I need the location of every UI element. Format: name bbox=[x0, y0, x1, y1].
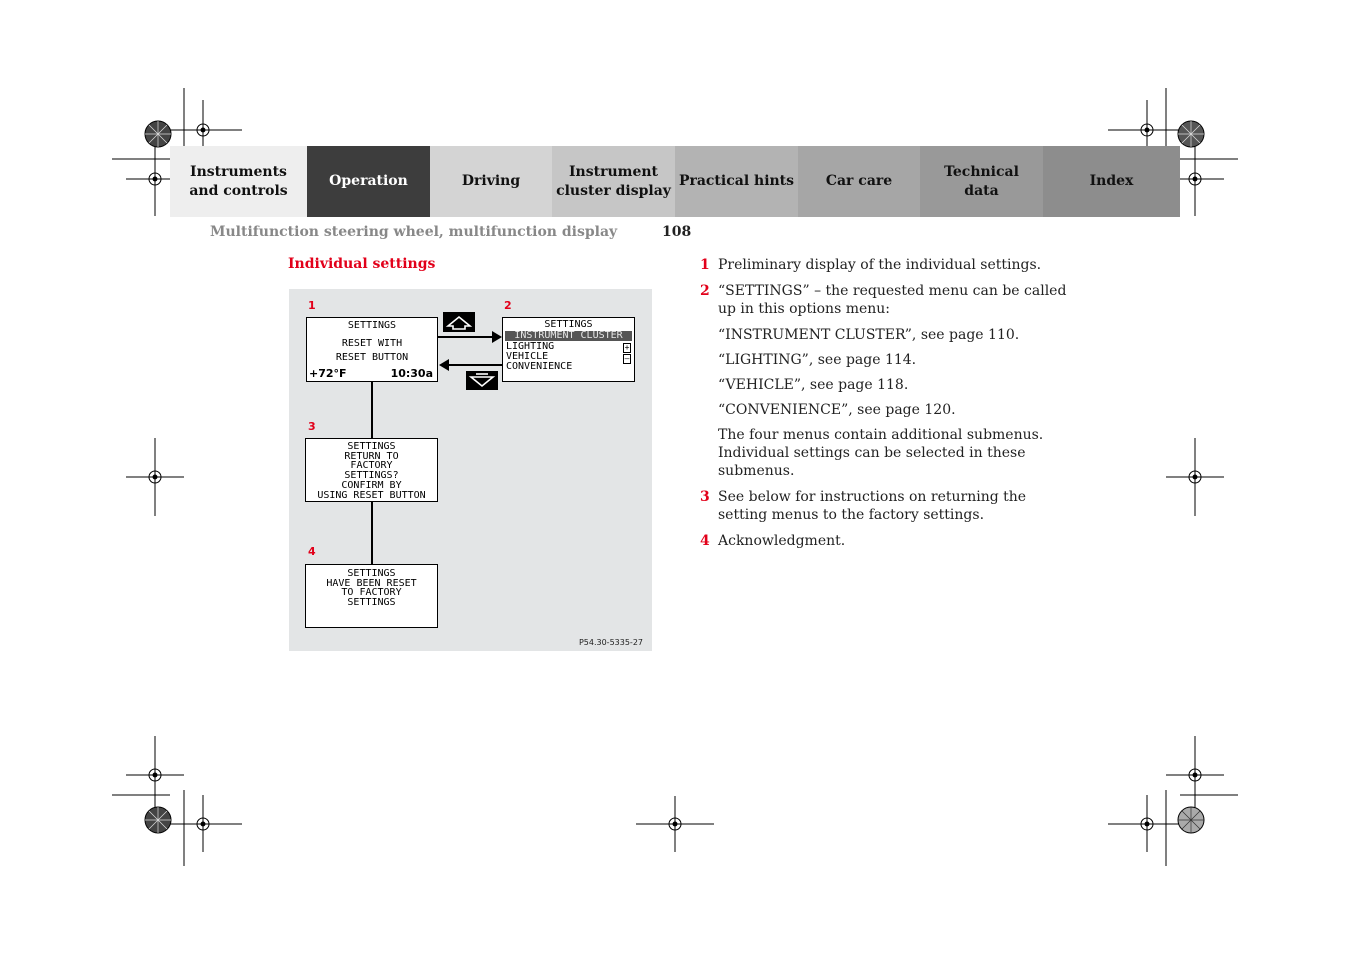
settings-diagram bbox=[289, 289, 652, 651]
plus-indicator: + bbox=[624, 343, 630, 352]
down-arrow-button-icon bbox=[466, 371, 498, 390]
item-number: 1 bbox=[700, 257, 710, 273]
screen2-line: VEHICLE bbox=[506, 351, 549, 362]
item-number: 4 bbox=[700, 533, 710, 549]
screen2-line: LIGHTING bbox=[506, 341, 555, 352]
tab-technical-data[interactable]: Technical data bbox=[920, 146, 1043, 217]
screen4-line: SETTINGS bbox=[347, 597, 396, 609]
item-number: 3 bbox=[700, 489, 710, 505]
screen1-line: SETTINGS bbox=[347, 320, 397, 331]
temperature-readout: +72°F bbox=[309, 367, 347, 380]
sub-item: “LIGHTING”, see page 114. bbox=[718, 352, 917, 368]
item-text: Acknowledgment. bbox=[718, 533, 846, 549]
tab-index[interactable]: Index bbox=[1043, 146, 1180, 217]
screen2-line: SETTINGS bbox=[544, 319, 593, 330]
screen3-line: USING RESET BUTTON bbox=[317, 489, 426, 501]
minus-indicator: – bbox=[624, 354, 630, 363]
item-text: Preliminary display of the individual settings. bbox=[718, 257, 1042, 273]
item-text: “SETTINGS” – the requested menu can be called up in this options menu: bbox=[718, 283, 1067, 317]
tab-instruments-and-controls[interactable]: Instruments and controls bbox=[170, 146, 307, 217]
list-item bbox=[700, 532, 1070, 550]
tab-operation[interactable]: Operation bbox=[307, 146, 430, 217]
screen3-line: SETTINGS bbox=[347, 441, 396, 452]
tab-instrument-cluster-display[interactable]: Instrument cluster display bbox=[552, 146, 675, 217]
screen3-line: CONFIRM BY bbox=[341, 479, 402, 491]
screen4-line: HAVE BEEN RESET bbox=[326, 577, 417, 589]
display-screen-4 bbox=[305, 564, 438, 628]
screen3-line: SETTINGS? bbox=[344, 470, 399, 482]
figure-label-4: 4 bbox=[308, 545, 316, 558]
section-header: Multifunction steering wheel, multifunction display bbox=[210, 224, 618, 240]
screen4-line: TO FACTORY bbox=[341, 587, 402, 599]
list-item bbox=[700, 282, 1070, 318]
legend-list bbox=[700, 256, 1070, 558]
figure-code: P54.30-5335-27 bbox=[578, 638, 643, 647]
sub-item: “VEHICLE”, see page 118. bbox=[718, 377, 909, 393]
list-item bbox=[700, 488, 1070, 524]
tab-practical-hints[interactable]: Practical hints bbox=[675, 146, 798, 217]
tab-driving[interactable]: Driving bbox=[430, 146, 552, 217]
screen2-line: CONVENIENCE bbox=[506, 361, 573, 372]
list-item bbox=[700, 256, 1070, 274]
page-title: Individual settings bbox=[288, 256, 436, 272]
chapter-tabs bbox=[170, 146, 1180, 217]
figure-label-2: 2 bbox=[504, 299, 512, 312]
item-text: See below for instructions on returning the setting menus to the factory settings. bbox=[718, 489, 1027, 523]
up-arrow-button-icon bbox=[443, 312, 475, 332]
sub-item: “INSTRUMENT CLUSTER”, see page 110. bbox=[718, 327, 1020, 343]
screen3-line: RETURN TO bbox=[344, 450, 399, 462]
screen4-line: SETTINGS bbox=[347, 568, 396, 579]
tab-car-care[interactable]: Car care bbox=[798, 146, 920, 217]
page-number: 108 bbox=[662, 224, 692, 240]
item-number: 2 bbox=[700, 283, 710, 299]
figure-label-1: 1 bbox=[308, 299, 316, 312]
sub-paragraph: The four menus contain additional submenus. Individual settings can be selected in these submenus. bbox=[718, 427, 1044, 479]
display-screen-3 bbox=[305, 438, 438, 502]
screen1-line: RESET BUTTON bbox=[335, 352, 409, 363]
screen2-highlighted-item: INSTRUMENT CLUSTER bbox=[505, 331, 632, 341]
figure-label-3: 3 bbox=[308, 420, 316, 433]
connector-line bbox=[371, 502, 373, 564]
time-readout: 10:30a bbox=[390, 367, 433, 380]
screen1-line: RESET WITH bbox=[341, 338, 403, 349]
screen3-line: FACTORY bbox=[350, 460, 393, 472]
sub-item: “CONVENIENCE”, see page 120. bbox=[718, 402, 956, 418]
connector-line bbox=[371, 382, 373, 438]
